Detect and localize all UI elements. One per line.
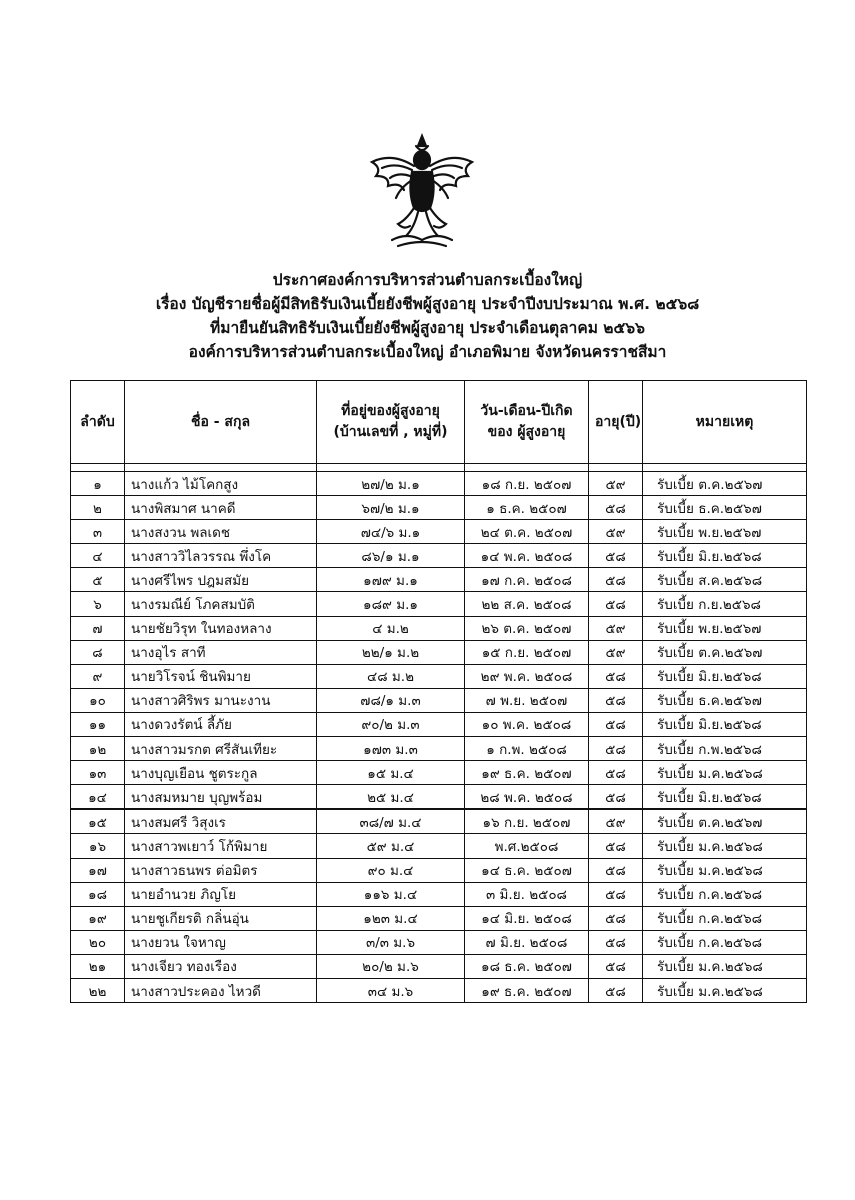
table-row	[71, 688, 807, 712]
table-row	[71, 520, 807, 544]
cell-num: ๓	[71, 520, 125, 544]
cell-birthdate: ๑๖ ก.ย. ๒๕๐๗	[465, 809, 589, 834]
cell-birthdate: ๑๗ ก.ค. ๒๕๐๘	[465, 568, 589, 592]
cell-name: นางยวน ใจหาญ	[125, 930, 317, 954]
cell-birthdate: ๑๐ พ.ค. ๒๕๐๘	[465, 712, 589, 736]
cell-name: นางสมหมาย บุญพร้อม	[125, 785, 317, 810]
cell-note: รับเบี้ย มิ.ย.๒๕๖๘	[643, 785, 807, 810]
cell-birthdate: พ.ศ.๒๕๐๘	[465, 834, 589, 858]
cell-address: ๒๒/๑ ม.๒	[317, 640, 465, 664]
cell-note: รับเบี้ย ต.ค.๒๕๖๗	[643, 809, 807, 834]
announcement-heading	[0, 268, 855, 364]
cell-name: นางสาวมรกต ศรีสันเทียะ	[125, 737, 317, 761]
cell-note: รับเบี้ย ก.ค.๒๕๖๘	[643, 906, 807, 930]
cell-address: ๙๐/๒ ม.๓	[317, 712, 465, 736]
cell-num: ๘	[71, 640, 125, 664]
cell-note: รับเบี้ย ส.ค.๒๕๖๘	[643, 568, 807, 592]
cell-birthdate: ๒๘ พ.ค. ๒๕๐๘	[465, 785, 589, 810]
cell-name: นางสาวศิริพร มานะงาน	[125, 688, 317, 712]
cell-num: ๕	[71, 568, 125, 592]
cell-age: ๕๙	[589, 472, 643, 496]
cell-age: ๕๘	[589, 882, 643, 906]
header-address: ที่อยู่ของผู้สูงอายุ (บ้านเลขที่ , หมู่ที่)	[317, 381, 465, 464]
cell-num: ๔	[71, 544, 125, 568]
cell-note: รับเบี้ย มิ.ย.๒๕๖๘	[643, 664, 807, 688]
cell-num: ๑๐	[71, 688, 125, 712]
cell-name: นายชูเกียรติ กลิ่นอุ่น	[125, 906, 317, 930]
cell-age: ๕๘	[589, 930, 643, 954]
header-name: ชื่อ - สกุล	[125, 381, 317, 464]
table-row	[71, 640, 807, 664]
table-row	[71, 930, 807, 954]
cell-note: รับเบี้ย ก.ค.๒๕๖๘	[643, 930, 807, 954]
cell-address: ๒๐/๒ ม.๖	[317, 954, 465, 978]
cell-name: นางสาวธนพร ต่อมิตร	[125, 858, 317, 882]
cell-address: ๓๔ ม.๖	[317, 978, 465, 1002]
cell-age: ๕๙	[589, 520, 643, 544]
cell-address: ๓/๓ ม.๖	[317, 930, 465, 954]
cell-name: นางเจียว ทองเรือง	[125, 954, 317, 978]
cell-num: ๙	[71, 664, 125, 688]
cell-note: รับเบี้ย ก.พ.๒๕๖๘	[643, 737, 807, 761]
cell-birthdate: ๑๔ พ.ค. ๒๕๐๘	[465, 544, 589, 568]
cell-note: รับเบี้ย พ.ย.๒๕๖๗	[643, 616, 807, 640]
cell-age: ๕๘	[589, 664, 643, 688]
table-row	[71, 954, 807, 978]
cell-name: นายวิโรจน์ ชินพิมาย	[125, 664, 317, 688]
cell-birthdate: ๑๙ ธ.ค. ๒๕๐๗	[465, 761, 589, 785]
table-row	[71, 616, 807, 640]
table-row	[71, 761, 807, 785]
cell-birthdate: ๑๘ ก.ย. ๒๕๐๗	[465, 472, 589, 496]
cell-age: ๕๘	[589, 785, 643, 810]
cell-address: ๑๗๙ ม.๑	[317, 568, 465, 592]
cell-age: ๕๙	[589, 809, 643, 834]
table-row	[71, 592, 807, 616]
heading-line-4: องค์การบริหารส่วนตำบลกระเบื้องใหญ่ อำเภอพิมาย จังหวัดนครราชสีมา	[188, 343, 667, 361]
cell-birthdate: ๒๒ ส.ค. ๒๕๐๘	[465, 592, 589, 616]
cell-name: นางแก้ว ไม้โคกสูง	[125, 472, 317, 496]
cell-address: ๑๑๖ ม.๔	[317, 882, 465, 906]
cell-name: นางรมณีย์ โภคสมบัติ	[125, 592, 317, 616]
cell-name: นางสาวพเยาว์ โก้พิมาย	[125, 834, 317, 858]
table-row	[71, 737, 807, 761]
table-row	[71, 544, 807, 568]
cell-name: นางสมศรี วิสุงเร	[125, 809, 317, 834]
heading-line-2: เรื่อง บัญชีรายชื่อผู้มีสิทธิรับเงินเบี้ยยังชีพผู้สูงอายุ ประจำปีงบประมาณ พ.ศ. ๒๕๖๘	[155, 295, 700, 313]
cell-address: ๗๔/๖ ม.๑	[317, 520, 465, 544]
cell-age: ๕๘	[589, 737, 643, 761]
cell-address: ๓๘/๗ ม.๔	[317, 809, 465, 834]
cell-note: รับเบี้ย ต.ค.๒๕๖๗	[643, 472, 807, 496]
table-row	[71, 472, 807, 496]
cell-num: ๒๒	[71, 978, 125, 1002]
cell-name: นางดวงรัตน์ ลี้ภัย	[125, 712, 317, 736]
cell-num: ๑๕	[71, 809, 125, 834]
cell-name: นางสาววิไลวรรณ พึ่งโค	[125, 544, 317, 568]
cell-birthdate: ๒๔ ต.ค. ๒๕๐๗	[465, 520, 589, 544]
cell-age: ๕๘	[589, 688, 643, 712]
cell-num: ๑๗	[71, 858, 125, 882]
cell-num: ๖	[71, 592, 125, 616]
cell-birthdate: ๑๔ ธ.ค. ๒๕๐๗	[465, 858, 589, 882]
cell-address: ๘๖/๑ ม.๑	[317, 544, 465, 568]
cell-name: นางสงวน พลเดช	[125, 520, 317, 544]
cell-num: ๗	[71, 616, 125, 640]
cell-address: ๗๘/๑ ม.๓	[317, 688, 465, 712]
cell-address: ๒๗/๒ ม.๑	[317, 472, 465, 496]
header-age: อายุ(ปี)	[589, 381, 643, 464]
cell-age: ๕๘	[589, 906, 643, 930]
cell-birthdate: ๑ ธ.ค. ๒๕๐๗	[465, 496, 589, 520]
cell-birthdate: ๑๕ ก.ย. ๒๕๐๗	[465, 640, 589, 664]
cell-age: ๕๘	[589, 496, 643, 520]
cell-name: นางอุไร สาที	[125, 640, 317, 664]
cell-num: ๒	[71, 496, 125, 520]
cell-num: ๑๒	[71, 737, 125, 761]
cell-address: ๑๒๓ ม.๔	[317, 906, 465, 930]
cell-note: รับเบี้ย พ.ย.๒๕๖๗	[643, 520, 807, 544]
cell-birthdate: ๑๔ มิ.ย. ๒๕๐๘	[465, 906, 589, 930]
cell-age: ๕๙	[589, 616, 643, 640]
cell-note: รับเบี้ย ม.ค.๒๕๖๘	[643, 761, 807, 785]
cell-name: นางสาวประคอง ไหวดี	[125, 978, 317, 1002]
header-num: ลำดับ	[71, 381, 125, 464]
table-row	[71, 496, 807, 520]
cell-name: นางพิสมาศ นาคดี	[125, 496, 317, 520]
cell-birthdate: ๗ พ.ย. ๒๕๐๗	[465, 688, 589, 712]
cell-age: ๕๘	[589, 858, 643, 882]
garuda-emblem-icon	[362, 132, 482, 252]
cell-age: ๕๘	[589, 978, 643, 1002]
header-note: หมายเหตุ	[643, 381, 807, 464]
cell-num: ๑๓	[71, 761, 125, 785]
table-row	[71, 664, 807, 688]
cell-name: นายชัยวิรุท ในทองหลาง	[125, 616, 317, 640]
cell-birthdate: ๒๖ ต.ค. ๒๕๐๗	[465, 616, 589, 640]
cell-note: รับเบี้ย ธ.ค.๒๕๖๗	[643, 496, 807, 520]
beneficiary-table	[70, 380, 807, 1003]
heading-line-3: ที่มายืนยันสิทธิรับเงินเบี้ยยังชีพผู้สูงอายุ ประจำเดือนตุลาคม ๒๕๖๖	[210, 319, 645, 337]
table-row	[71, 712, 807, 736]
table-header-row	[71, 381, 807, 464]
cell-birthdate: ๑๙ ธ.ค. ๒๕๐๗	[465, 978, 589, 1002]
table-row	[71, 785, 807, 810]
cell-note: รับเบี้ย ต.ค.๒๕๖๗	[643, 640, 807, 664]
cell-note: รับเบี้ย ก.ค.๒๕๖๘	[643, 882, 807, 906]
cell-note: รับเบี้ย ก.ย.๒๕๖๘	[643, 592, 807, 616]
cell-birthdate: ๑๘ ธ.ค. ๒๕๐๗	[465, 954, 589, 978]
header-birthdate: วัน-เดือน-ปีเกิดของ ผู้สูงอายุ	[465, 381, 589, 464]
cell-note: รับเบี้ย ม.ค.๒๕๖๘	[643, 858, 807, 882]
cell-address: ๒๕ ม.๔	[317, 785, 465, 810]
cell-address: ๑๗๓ ม.๓	[317, 737, 465, 761]
cell-note: รับเบี้ย ม.ค.๒๕๖๘	[643, 954, 807, 978]
cell-age: ๕๘	[589, 544, 643, 568]
cell-age: ๕๘	[589, 592, 643, 616]
table-row	[71, 809, 807, 834]
heading-line-1: ประกาศองค์การบริหารส่วนตำบลกระเบื้องใหญ่	[272, 271, 583, 289]
cell-birthdate: ๑ ก.พ. ๒๕๐๘	[465, 737, 589, 761]
cell-address: ๔๘ ม.๒	[317, 664, 465, 688]
cell-name: นางศรีไพร ปฎมสมัย	[125, 568, 317, 592]
spacer-row	[71, 464, 807, 472]
cell-num: ๒๑	[71, 954, 125, 978]
cell-num: ๑๖	[71, 834, 125, 858]
cell-address: ๑๘๙ ม.๑	[317, 592, 465, 616]
table-row	[71, 858, 807, 882]
table-row	[71, 906, 807, 930]
table-row	[71, 568, 807, 592]
cell-note: รับเบี้ย ม.ค.๒๕๖๘	[643, 978, 807, 1002]
cell-num: ๒๐	[71, 930, 125, 954]
cell-num: ๑๑	[71, 712, 125, 736]
cell-num: ๑๔	[71, 785, 125, 810]
cell-birthdate: ๗ มิ.ย. ๒๕๐๘	[465, 930, 589, 954]
table-row	[71, 882, 807, 906]
cell-note: รับเบี้ย ม.ค.๒๕๖๘	[643, 834, 807, 858]
cell-address: ๖๗/๒ ม.๑	[317, 496, 465, 520]
table-row	[71, 978, 807, 1002]
cell-num: ๑	[71, 472, 125, 496]
cell-note: รับเบี้ย มิ.ย.๒๕๖๘	[643, 712, 807, 736]
cell-age: ๕๘	[589, 761, 643, 785]
cell-address: ๑๕ ม.๔	[317, 761, 465, 785]
cell-age: ๕๙	[589, 640, 643, 664]
cell-name: นางบุญเยือน ชูตระกูล	[125, 761, 317, 785]
cell-note: รับเบี้ย ธ.ค.๒๕๖๗	[643, 688, 807, 712]
cell-address: ๔ ม.๒	[317, 616, 465, 640]
table-row	[71, 834, 807, 858]
cell-num: ๑๙	[71, 906, 125, 930]
cell-age: ๕๘	[589, 954, 643, 978]
cell-num: ๑๘	[71, 882, 125, 906]
cell-age: ๕๘	[589, 568, 643, 592]
cell-name: นายอำนวย ภิญโย	[125, 882, 317, 906]
cell-note: รับเบี้ย มิ.ย.๒๕๖๘	[643, 544, 807, 568]
cell-age: ๕๘	[589, 712, 643, 736]
cell-birthdate: ๒๙ พ.ค. ๒๕๐๘	[465, 664, 589, 688]
cell-address: ๕๙ ม.๔	[317, 834, 465, 858]
cell-address: ๙๐ ม.๔	[317, 858, 465, 882]
cell-birthdate: ๓ มิ.ย. ๒๕๐๘	[465, 882, 589, 906]
cell-age: ๕๘	[589, 834, 643, 858]
